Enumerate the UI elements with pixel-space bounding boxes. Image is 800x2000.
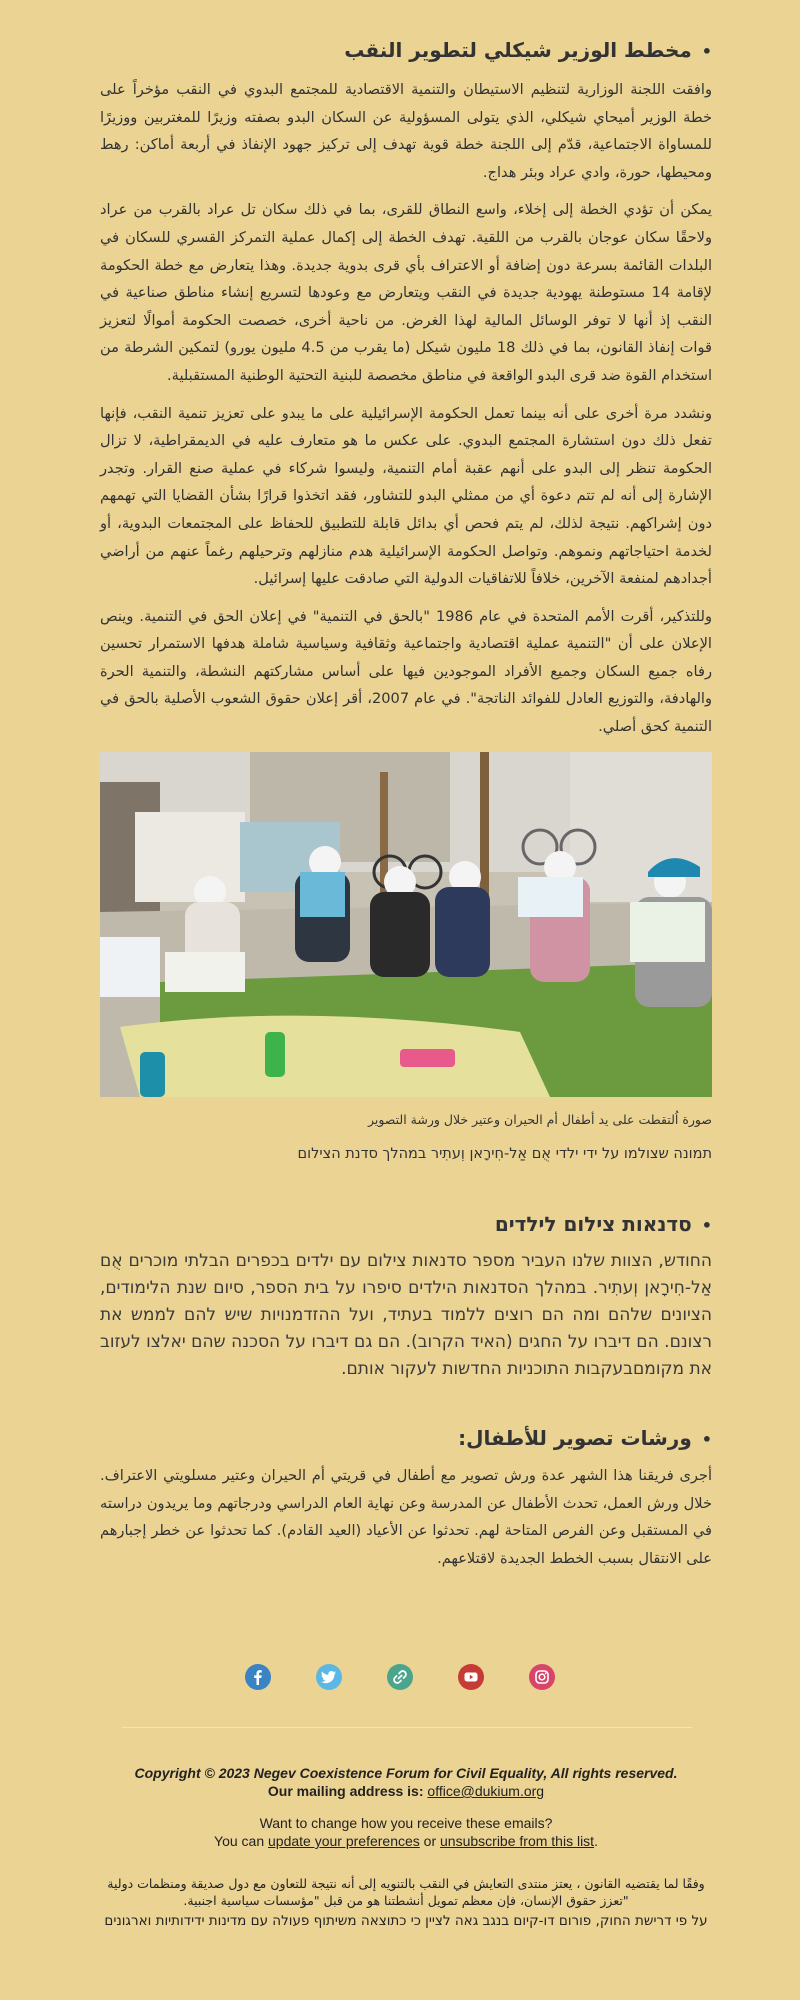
photo-illustration — [100, 752, 712, 1097]
footer — [100, 1765, 712, 1849]
mailing-address — [100, 1783, 712, 1799]
facebook-icon[interactable] — [245, 1664, 271, 1690]
bullet-icon: • — [701, 42, 712, 61]
social-links — [0, 1664, 800, 1690]
footer-divider — [122, 1727, 692, 1728]
update-preferences-link[interactable]: update your preferences — [268, 1833, 420, 1849]
disclaimer-arabic: وفقًا لما يقتضيه القانون ، يعتز منتدى التعايش في النقب بالتنويه إلى أنه نتيجة للتعاون مع دول صديقة ومنظمات دولية "تعزز حقوق الإنسان، فإن معظم تمويل أنشطتنا هو من قبل "مؤسسات سياسية اجنبية. — [107, 1876, 705, 1908]
you-can-text: You can — [214, 1833, 265, 1849]
mailing-label: Our mailing address is: — [267, 1783, 424, 1799]
preferences-line — [100, 1833, 712, 1849]
section-title-workshops-hebrew: •סדנאות צילום לילדים — [494, 1212, 712, 1236]
photo-caption-arabic: صورة اُلتقطت على يد أطفال أم الحيران وعتير خلال ورشة التصوير — [367, 1112, 712, 1127]
instagram-icon[interactable] — [529, 1664, 555, 1690]
or-text: or — [423, 1833, 437, 1849]
change-question: Want to change how you receive these emails? — [259, 1815, 553, 1831]
link-icon[interactable] — [387, 1664, 413, 1690]
plan-paragraph-1: وافقت اللجنة الوزارية لتنظيم الاستيطان والتنمية الاقتصادية للمجتمع البدوي في النقب مؤخراً على خطة الوزير أميحاي شيكلي، الذي يتولى المسؤولية عن السكان البدو بصفته وزيرًا للمغتربين ووزيرًا للمساواة الاجتماعية، قدّم إلى اللجنة خطة قوية تهدف إلى تركيز جهود الإنفاذ في أربعة أماكن: رهط ومحيطها، حورة، وادي عراد وبئر هداج. — [100, 81, 712, 181]
copyright-text: Copyright © 2023 Negev Coexistence Forum for Civil Equality, All rights reserved. — [134, 1765, 678, 1781]
bullet-icon: • — [701, 1216, 712, 1235]
workshops-hebrew-paragraph: החודש, הצוות שלנו העביר מספר סדנאות צילום עם ילדים בכפרים הבלתי מוכרים אֻם אַל-חִירָאן וְעתִיר. במהלך הסדנאות הילדים סיפרו על בית הספר, סיום שנת הלימודים, הציונים שלהם ומה הם רוצים ללמוד בעתיד, ועל ההזדמנויות שיש להם לממש את רצונם. הם דיברו על החגים (האיד הקרוב). הם גם דיברו על הסכנה שהם יאלצו לעזוב את מקומםבעקבות התוכניות החדשות לעקור אותם. — [100, 1251, 712, 1379]
youtube-icon[interactable] — [458, 1664, 484, 1690]
period-text: . — [594, 1833, 598, 1849]
plan-paragraph-2: يمكن أن تؤدي الخطة إلى إخلاء، واسع النطاق للقرى، بما في ذلك سكان تل عراد بالقرب من عراد ولاحقًا سكان عوجان بالقرب من اللقية. تهدف الخطة إلى إكمال عملية التمركز القسري للسكان في البلدات القائمة بسرعة دون إضافة أو الاعتراف بأي قرى بدوية جديدة. وهذا يتعارض مع خطة الحكومة لإقامة 14 مستوطنة يهودية جديدة في النقب ويتعارض مع وعودها لتسريع إنشاء مناطق صناعية في النقب إذ أنها لا توفر الوسائل المالية لهذا الغرض. من ناحية أخرى، خصصت الحكومة أموالًا لتعزيز قوات إنفاذ القانون، بما في ذلك 18 مليون شيكل (ما يقرب من 4.5 مليون يورو) لتمكين الشرطة من استخدام القوة ضد قرى البدو الواقعة في مناطق مخصصة للبنية التحتية الوطنية المستقبلية. — [100, 201, 712, 384]
workshops-arabic-section — [100, 1426, 712, 1582]
plan-paragraph-3: ونشدد مرة أخرى على أنه بينما تعمل الحكومة الإسرائيلية على ما يبدو على تعزيز تنمية النقب، فإنها تفعل ذلك دون استشارة المجتمع البدوي. على عكس ما هو متعارف عليه في الديمقراطية، لا تزال الحكومة تنظر إلى البدو على أنهم عقبة أمام التنمية، وليسوا شركاء في عملية صنع القرار. وتجدر الإشارة إلى أنه لم تتم دعوة أي من ممثلي البدو للتشاور، فقد اتخذوا قرارًا بشأن القضايا التي تهمهم دون إشراكهم. نتيجة لذلك، لم يتم فحص أي بدائل قابلة للتطبيق للحفاظ على المجتمعات البدوية، أو لخدمة احتياجاتهم ونموهم. وتواصل الحكومة الإسرائيلية هدم منازلهم وترحيلهم رغماً عنهم من أراضي أجدادهم لمنفعة الآخرين، خلافاً للاتفاقيات الدولية التي صادقت عليها إسرائيل. — [100, 404, 712, 588]
bullet-icon: • — [701, 1430, 712, 1449]
plan-paragraph-4: وللتذكير، أقرت الأمم المتحدة في عام 1986 "بالحق في التنمية" في إعلان الحق في التنمية. وينص الإعلان على أن "التنمية عملية اقتصادية واجتماعية وثقافية وسياسية شاملة هدفها الاستمرار تحسين رفاه جميع السكان وجميع الأفراد الموجودين فيها على أساس مشاركتهم النشطة، والتنمية الحرة والهادفة، والتوزيع العادل للفوائد الناتجة". في عام 2007، أقر إعلان حقوق الشعوب الأصلية بالحق في التنمية كحق أصلي. — [100, 607, 713, 736]
workshops-arabic-paragraph: أجرى فريقنا هذا الشهر عدة ورش تصوير مع أطفال في قريتي أم الحيران وعتير مسلويتي الاعتراف. خلال ورش العمل، تحدث الأطفال عن المدرسة وعن نهاية العام الدراسي ودرجاتهم وما يريدون دراسته في المستقبل وعن الفرص المتاحة لهم. تحدثوا عن الأعياد (العيد القادم). كما تحدثوا عن خطر إجبارهم على الانتقال بسبب الخطط الجديدة لاقتلاعهم. — [100, 1467, 712, 1567]
section-title-plan: •مخطط الوزير شيكلي لتطوير النقب — [344, 38, 712, 62]
twitter-icon[interactable] — [316, 1664, 342, 1690]
children-workshop-photo — [100, 752, 712, 1097]
photo-caption-hebrew: תמונה שצולמו על ידי ילדי אֻם אַל-חִירָאן וְעתִיר במהלך סדנת הצילום — [297, 1146, 712, 1162]
workshops-hebrew-section — [100, 1212, 712, 1383]
unsubscribe-link[interactable]: unsubscribe from this list — [440, 1833, 595, 1849]
mailing-email-link[interactable]: office@dukium.org — [427, 1783, 545, 1799]
disclaimer-hebrew: על פי דרישת החוק, פורום דו-קיום בנגב גאה לציין כי כתוצאה משיתוף פעולה עם מדינות ידידותיות וארגונים — [104, 1913, 708, 1929]
section-title-workshops-arabic: •ورشات تصوير للأطفال: — [458, 1426, 712, 1450]
plan-section — [100, 38, 712, 751]
